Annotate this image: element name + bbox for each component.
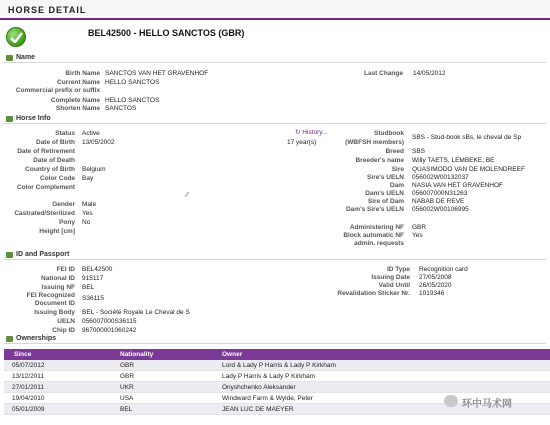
page-title: HORSE DETAIL [8,5,87,15]
valid-until-label: Valid Until [378,282,410,289]
section-title: Horse Info [16,115,51,122]
ueln-label: UELN [57,318,75,325]
national-id-value: 915117 [82,275,104,282]
sticker-value: 1019346 [419,290,445,297]
history-label: History... [302,129,328,136]
cell-since: 27/01/2011 [12,384,45,391]
block-nf-label: Block automatic NF [343,232,404,239]
status-check-icon [6,27,26,47]
fei-id-value: BEL42500 [82,266,113,273]
section-id-passport[interactable] [4,250,546,260]
recognized-value: S36115 [82,295,104,302]
last-change-value: 14/05/2012 [413,70,446,77]
issuing-date-label: Issuing Date [371,274,410,281]
age-value: 17 year(s) [287,139,317,146]
section-ownerships[interactable] [4,334,546,344]
sire-ueln-value: 056002W00132037 [412,174,469,181]
shorten-name-value: SANCTOS [105,105,137,112]
country-label: Country of Birth [25,166,75,173]
section-title: Name [16,54,36,61]
dam-ueln-label: Dam's UELN [365,190,404,197]
complete-name-label: Complete Name [50,97,100,104]
ueln-value: 056007000S36115 [82,318,137,325]
section-name[interactable] [4,53,546,63]
section-toggle-icon[interactable] [6,55,13,61]
sire-ueln-label: Sire's UELN [367,174,404,181]
cell-owner: Lady P Harris & Lady P Kirkham [222,373,315,380]
studbook-label: Studbook [374,130,404,137]
chip-id-label: Chip ID [52,327,75,334]
breed-value: SBS [412,148,426,155]
color-complement-label: Color Complement [16,184,75,191]
castrated-label: Castrated/Sterilized [14,210,75,217]
complete-name-value: HELLO SANCTOS [105,97,160,104]
cell-since: 19/04/2010 [12,395,45,402]
issuing-body-value: BEL - Société Royale Le Cheval de S [82,309,190,316]
issuing-nf-label: Issuing NF [41,284,75,291]
status-value: Active [82,130,100,137]
pony-value: No [82,219,91,226]
current-name-value: HELLO SANCTOS [105,79,160,86]
last-change-label: Last Change [363,70,403,77]
history-icon: ↻ [295,129,303,136]
cell-since: 05/01/2009 [12,406,45,413]
country-value: Belgium [82,166,106,173]
breeder-label: Breeder's name [355,157,404,164]
table-header [4,349,550,360]
table-row[interactable] [4,360,550,371]
valid-until-value: 26/05/2020 [419,282,452,289]
watermark-text: 环中马术网 [462,399,512,410]
status-label: Status [55,130,75,137]
commercial-prefix-label: Commercial prefix or suffix [15,87,100,94]
studbook-value: SBS - Stud-book sBs, le cheval de Sp [412,134,522,141]
cell-nationality: GBR [120,362,135,369]
block-nf-value: Yes [412,232,423,239]
national-id-label: National ID [41,275,75,282]
pony-label: Pony [59,219,75,226]
cell-nationality: GBR [120,373,135,380]
column-header-nationality[interactable]: Nationality [120,351,154,358]
dams-sire-ueln-value: 056002W00106995 [412,206,469,213]
id-type-value: Recognition card [419,266,468,273]
gender-value: Male [82,201,97,208]
section-toggle-icon[interactable] [6,336,13,342]
cell-owner: Windward Farm & Wylde, Peter [222,395,313,402]
height-label: Height [cm] [39,228,75,235]
table-row[interactable] [4,382,550,393]
castrated-value: Yes [82,210,93,217]
admin-nf-value: GBR [412,224,427,231]
issuing-body-label: Issuing Body [34,309,75,316]
recognized-label-2: Document ID [34,300,75,307]
breed-label: Breed [385,148,404,155]
studbook-label-2: (WBFSH members) [345,139,404,146]
issuing-nf-value: BEL [82,284,95,291]
horse-title: BEL42500 - HELLO SANCTOS (GBR) [88,28,245,38]
block-nf-label-2: admin. requests [354,240,404,247]
birth-name-value: SANCTOS VAN HET GRAVENHOF [105,70,209,77]
history-link[interactable] [295,128,327,136]
cell-nationality: UKR [120,384,134,391]
breeder-value: Willy TAETS, LEMBEKE, BE [412,157,495,164]
issuing-date-value: 27/05/2008 [419,274,452,281]
dob-value: 13/05/2002 [82,139,115,146]
id-type-label: ID Type [387,266,410,273]
recognized-label: FEI Recognized [26,292,75,299]
chip-id-value: 967000001060242 [82,327,137,334]
cell-nationality: BEL [120,406,133,413]
color-code-label: Color Code [39,175,75,182]
cell-since: 05/07/2012 [12,362,45,369]
dam-label: Dam [389,182,404,189]
dob-label: Date of Birth [36,139,75,146]
section-horse-info[interactable] [4,114,546,124]
column-header-owner[interactable]: Owner [222,351,243,358]
cell-since: 13/12/2011 [12,373,45,380]
column-header-since[interactable]: Since [14,351,32,358]
admin-nf-label: Administering NF [349,224,404,231]
gender-label: Gender [52,201,75,208]
dam-value: NASIA VAN HET GRAVENHOF [412,182,504,189]
cell-owner: JEAN LUC DE MAEYER [222,406,294,413]
header-bar [0,0,550,20]
sire-of-dam-label: Sire of Dam [367,198,404,205]
section-toggle-icon[interactable] [6,252,13,258]
current-name-label: Current Name [57,79,100,86]
chat-bubble-icon [444,395,458,407]
section-title: Ownerships [16,335,57,342]
section-title: ID and Passport [16,251,70,258]
color-code-value: Bay [82,175,94,182]
sire-of-dam-value: NABAB DE REVE [412,198,465,205]
birth-name-label: Birth Name [65,70,100,77]
cell-owner: Onyshchenko Aleksander [222,384,296,391]
resize-handle-icon[interactable]: ⁄⁄ [186,192,189,199]
dam-ueln-value: 056007000N31263 [412,190,468,197]
death-label: Date of Death [33,157,75,164]
shorten-name-label: Shorten Name [55,105,100,112]
cell-nationality: USA [120,395,134,402]
fei-id-label: FEI ID [56,266,75,273]
retirement-label: Date of Retirement [17,148,75,155]
cell-owner: Lord & Lady P Harris & Lady P Kirkham [222,362,336,369]
dams-sire-ueln-label: Dam's Sire's UELN [345,206,404,213]
sire-value: QUASIMODO VAN DE MOLENDREEF [412,166,525,173]
table-row[interactable] [4,371,550,382]
sire-label: Sire [391,166,404,173]
sticker-label: Revalidation Sticker Nr. [337,290,410,297]
section-toggle-icon[interactable] [6,116,13,122]
